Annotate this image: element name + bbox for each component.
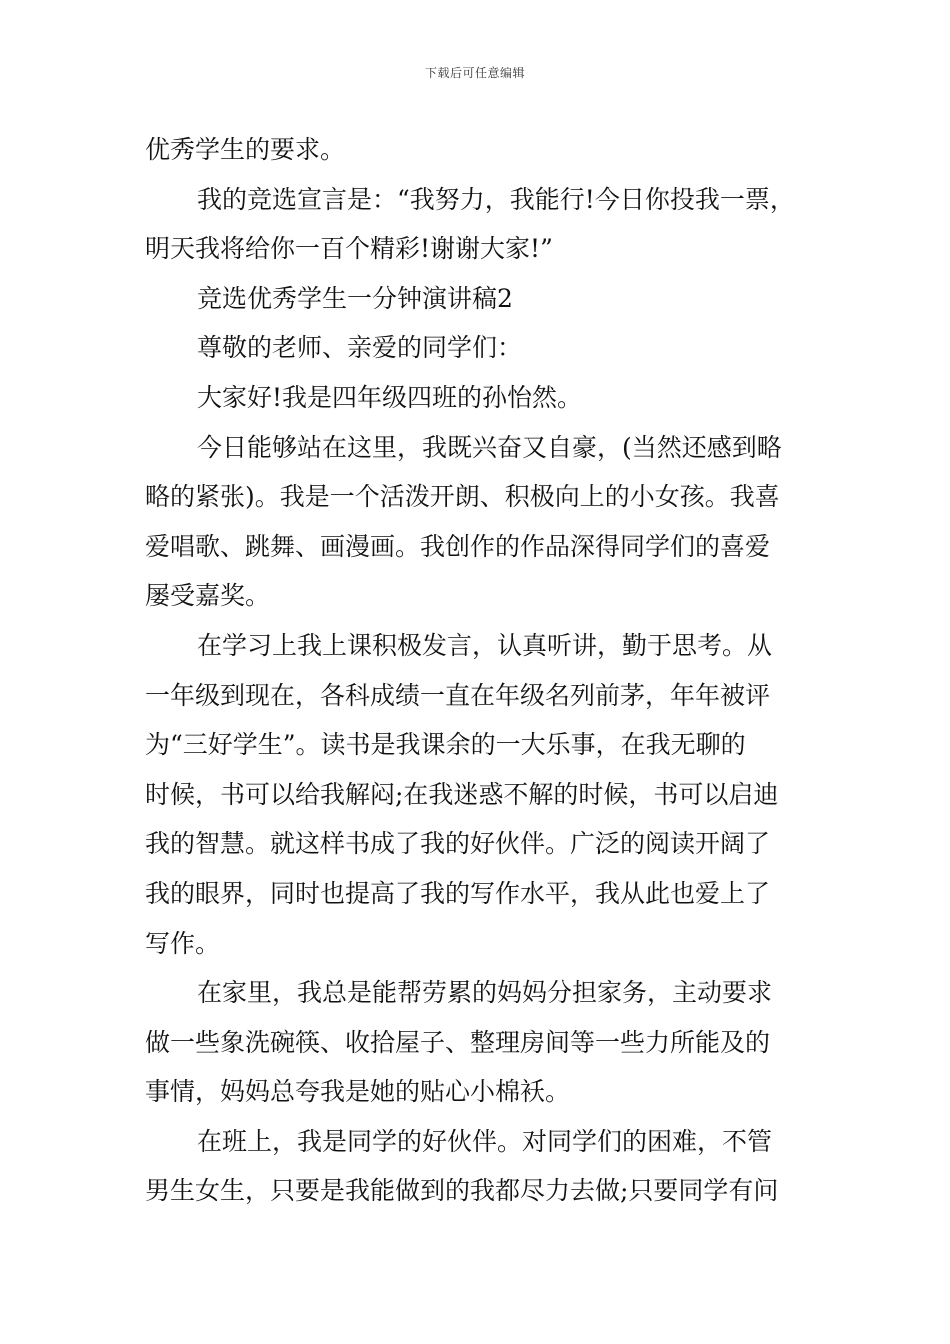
text-line: 在家里，我总是能帮劳累的妈妈分担家务，主动要求 <box>197 978 773 1008</box>
text-line: 时候，书可以给我解闷;在我迷惑不解的时候，书可以启迪 <box>145 779 779 809</box>
page-header: 下载后可任意编辑 <box>424 66 525 80</box>
text-line: 优秀学生的要求。 <box>145 135 346 164</box>
text-line: 竞选优秀学生一分钟演讲稿2 <box>197 283 513 313</box>
text-line: 大家好!我是四年级四班的孙怡然。 <box>197 382 583 412</box>
text-line: 在班上，我是同学的好伙伴。对同学们的困难，不管 <box>197 1126 773 1156</box>
text-line: 我的竞选宣言是：“我努力，我能行!今日你投我一票， <box>197 184 795 214</box>
text-line: 屡受嘉奖。 <box>145 581 271 611</box>
text-line: 做一些象洗碗筷、收拾屋子、整理房间等一些力所能及的 <box>145 1027 771 1057</box>
text-line: 今日能够站在这里，我既兴奋又自豪，(当然还感到略 <box>197 432 782 462</box>
text-line: 爱唱歌、跳舞、画漫画。我创作的作品深得同学们的喜爱 <box>145 531 771 561</box>
text-line: 事情，妈妈总夸我是她的贴心小棉袄。 <box>145 1077 571 1107</box>
text-line: 明天我将给你一百个精彩!谢谢大家!” <box>145 234 553 264</box>
text-line: 男生女生，只要是我能做到的我都尽力去做;只要同学有问 <box>145 1176 779 1206</box>
text-line: 为“三好学生”。读书是我课余的一大乐事，在我无聊的 <box>145 730 746 760</box>
text-line: 我的眼界，同时也提高了我的写作水平，我从此也爱上了 <box>145 878 771 908</box>
text-line: 略的紧张)。我是一个活泼开朗、积极向上的小女孩。我喜 <box>145 482 780 512</box>
text-line: 一年级到现在，各科成绩一直在年级名列前茅，年年被评 <box>145 680 771 710</box>
text-line: 在学习上我上课积极发言，认真听讲，勤于思考。从 <box>197 630 773 660</box>
text-line: 写作。 <box>145 928 221 958</box>
text-line: 我的智慧。就这样书成了我的好伙伴。广泛的阅读开阔了 <box>145 829 771 859</box>
text-line: 尊敬的老师、亲爱的同学们： <box>197 333 523 363</box>
document-body <box>145 125 810 1216</box>
